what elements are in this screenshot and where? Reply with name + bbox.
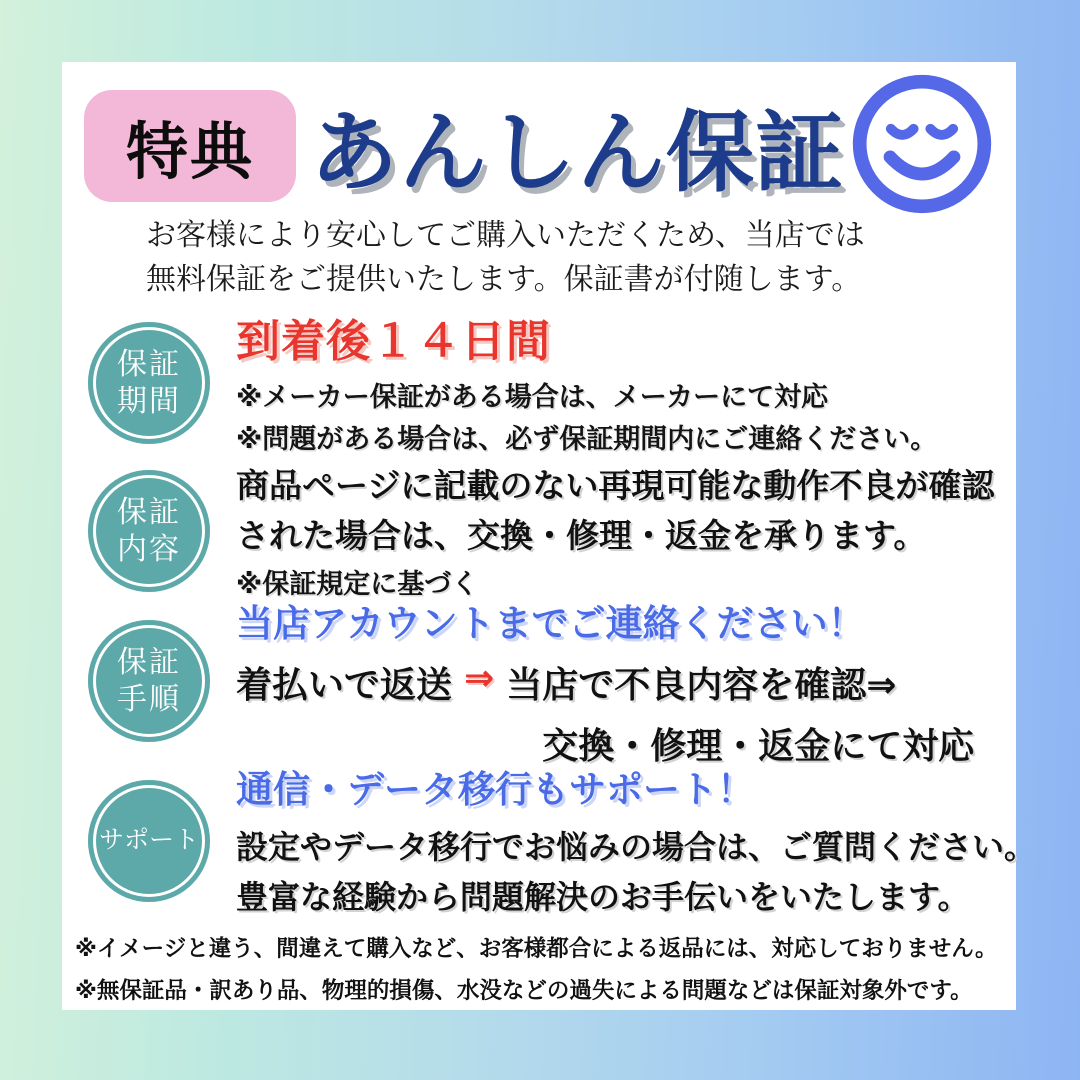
support-body: [236, 759, 1036, 922]
procedure-heading: 当店アカウントまでご連絡ください！: [236, 603, 865, 644]
page-title: あんしん保証: [310, 103, 845, 202]
section-warranty-period: [88, 316, 998, 454]
header: [84, 84, 1000, 208]
badge-line: 期間: [117, 385, 181, 418]
intro-line-1: お客様により安心してご購入いただくため、当店では: [146, 219, 865, 252]
procedure-steps: [236, 657, 974, 769]
red-arrow-icon: ⇒: [464, 657, 495, 698]
badge-line: 手順: [117, 683, 181, 716]
warranty-coverage-badge: [88, 470, 210, 592]
warranty-card: [62, 62, 1037, 1010]
footer-disclaimers: [75, 928, 1006, 1011]
section-warranty-procedure: [88, 603, 998, 766]
procedure-result-line-2: 交換・修理・返金にて対応: [542, 725, 975, 766]
procedure-step-label: 着払いで返送: [236, 664, 453, 705]
badge-line: 保証: [117, 495, 181, 529]
badge-line: 保証: [117, 645, 181, 679]
section-support: [88, 769, 1037, 915]
support-heading: 通信・データ移行もサポート！: [236, 769, 754, 811]
support-line-1: 設定やデータ移行でお悩みの場合は、ご質問ください。: [236, 829, 1037, 866]
benefit-badge: 特典: [84, 90, 296, 202]
coverage-line-1: 商品ページに記載のない再現可能な動作不良が確認: [236, 467, 995, 504]
badge-line: 保証: [117, 347, 181, 381]
badge-line: サポート: [98, 826, 199, 855]
support-line-2: 豊富な経験から問題解決のお手伝いをいたします。: [236, 879, 970, 915]
warranty-period-note-2: ※問題がある場合は、必ず保証期間内にご連絡ください。: [236, 424, 938, 454]
warranty-procedure-body: [236, 593, 974, 769]
coverage-note: ※保証規定に基づく: [236, 569, 479, 599]
disclaimer-line-1: ※イメージと違う、間違えて購入など、お客様都合による返品には、対応しておりません。: [75, 936, 998, 961]
procedure-step-result: [506, 657, 974, 769]
coverage-line-2: された場合は、交換・修理・返金を承ります。: [236, 516, 927, 554]
disclaimer-line-2: ※無保証品・訳あり品、物理的損傷、水没などの過失による問題などは保証対象外です。: [75, 977, 973, 1003]
smiley-relieved-icon: [846, 68, 998, 225]
badge-line: 内容: [117, 533, 181, 566]
warranty-period-badge: [88, 322, 210, 444]
warranty-procedure-badge: [88, 620, 210, 742]
warranty-period-body: [236, 305, 937, 461]
procedure-result-line-1: 当店で不良内容を確認⇒: [506, 664, 897, 705]
warranty-period-heading: 到着後１４日間: [236, 317, 551, 367]
warranty-period-note-1: ※メーカー保証がある場合は、メーカーにて対応: [236, 382, 829, 413]
intro-line-2: 無料保証をご提供いたします。保証書が付随します。: [146, 263, 862, 297]
support-badge: [88, 780, 210, 902]
section-warranty-coverage: [88, 464, 998, 598]
intro-text: [146, 214, 996, 302]
warranty-coverage-body: [236, 461, 994, 601]
